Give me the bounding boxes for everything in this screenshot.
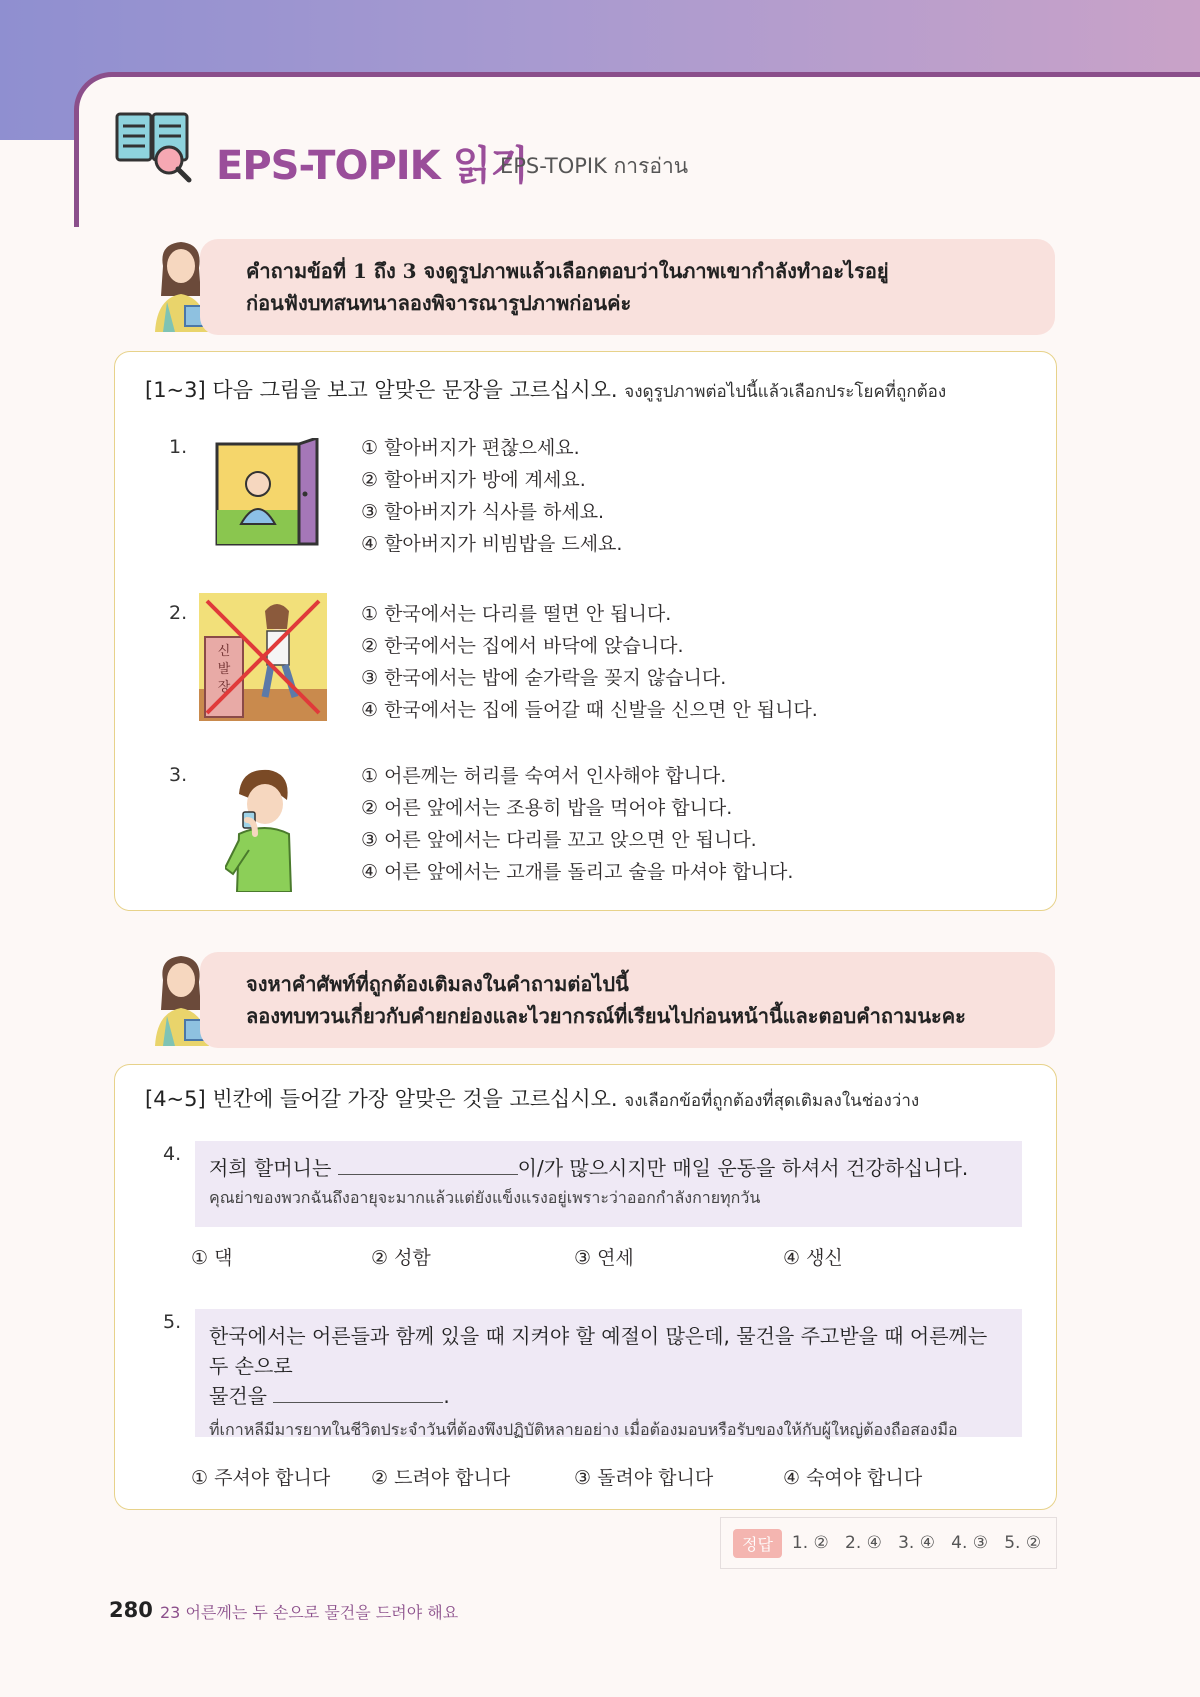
options-q3 [361, 760, 793, 888]
answer-key-label: 정답 [733, 1529, 782, 1558]
q4-after-blank: 이/가 많으시지만 매일 운동을 하셔서 건강하십니다. [517, 1156, 969, 1180]
q4-translation: คุณย่าของพวกฉันถึงอายุจะมากแล้วแต่ยังแข็งแรงอยู่เพราะว่าออกกำลังกายทุกวัน [209, 1188, 761, 1207]
no-shoes-inside-picture [199, 593, 327, 721]
sign-char-1: 신 [217, 644, 231, 659]
question-box-1-3 [114, 351, 1057, 911]
part-2-instruction [145, 1083, 919, 1114]
q4-choice-4[interactable]: ④ 생신 [783, 1247, 843, 1269]
option-q1-1[interactable]: ① 할아버지가 편찮으세요. [361, 437, 580, 459]
chapter-title: 23 어른께는 두 손으로 물건을 드려야 해요 [160, 1603, 459, 1622]
option-q3-2[interactable]: ② 어른 앞에서는 조용히 밥을 먹어야 합니다. [361, 797, 733, 819]
tip-2-line-2: ลองทบทวนเกี่ยวกับคำยกย่องและไวยากรณ์ที่เรียนไปก่อนหน้านี้และตอบคำถามนะคะ [246, 1004, 966, 1028]
part-1-instruction-th: จงดูรูปภาพต่อไปนี้แล้วเลือกประโยคที่ถูกต้อง [624, 382, 947, 402]
tip-bubble-2 [200, 952, 1055, 1048]
option-q1-3[interactable]: ③ 할아버지가 식사를 하세요. [361, 501, 605, 523]
part-2-instruction-th: จงเลือกข้อที่ถูกต้องที่สุดเติมลงในช่องว่าง [624, 1091, 920, 1111]
q4-sentence-box [195, 1141, 1022, 1227]
part-2-instruction-ko: [4~5] 빈칸에 들어갈 가장 알맞은 것을 고르십시오. [145, 1087, 618, 1111]
q5-sentence-box [195, 1309, 1022, 1437]
tip-1-line-2: ก่อนฟังบทสนทนาลองพิจารณารูปภาพก่อนค่ะ [246, 291, 632, 315]
question-number: 4. [163, 1143, 182, 1165]
question-number: 2. [169, 602, 188, 624]
q4-before-blank: 저희 할머니는 [209, 1156, 332, 1180]
section-subtitle: EPS-TOPIK การอ่าน [500, 154, 689, 178]
sign-char-3: 장 [217, 680, 231, 695]
option-q3-1[interactable]: ① 어른께는 허리를 숙여서 인사해야 합니다. [361, 765, 727, 787]
q4-choice-2[interactable]: ② 성함 [371, 1247, 431, 1269]
tip-1-line-1: คำถามข้อที่ 1 ถึง 3 จงดูรูปภาพแล้วเลือกตอบว่าในภาพเขากำลังทำอะไรอยู่ [246, 259, 889, 283]
q5-line-2 [209, 1381, 1008, 1411]
q5-choice-1[interactable]: ① 주셔야 합니다 [191, 1467, 331, 1489]
tip-bubble-1 [200, 239, 1055, 335]
q4-choice-1[interactable]: ① 댁 [191, 1247, 233, 1269]
options-q2 [361, 598, 818, 726]
q5-after-blank: . [443, 1384, 450, 1408]
option-q2-4[interactable]: ④ 한국에서는 집에 들어갈 때 신발을 신으면 안 됩니다. [361, 699, 818, 721]
q5-choice-4[interactable]: ④ 숙여야 합니다 [783, 1467, 923, 1489]
option-q2-2[interactable]: ② 한국에서는 집에서 바닥에 앉습니다. [361, 635, 684, 657]
option-q1-4[interactable]: ④ 할아버지가 비빔밥을 드세요. [361, 533, 623, 555]
q5-choice-3[interactable]: ③ 돌려야 합니다 [574, 1467, 714, 1489]
q4-sentence [209, 1153, 1008, 1183]
option-q1-2[interactable]: ② 할아버지가 방에 계세요. [361, 469, 586, 491]
answer-key [720, 1517, 1057, 1569]
q4-blank[interactable] [338, 1156, 518, 1175]
q5-choice-2[interactable]: ② 드려야 합니다 [371, 1467, 511, 1489]
question-number: 5. [163, 1311, 182, 1333]
sign-char-2: 발 [217, 662, 231, 677]
question-number: 1. [169, 436, 188, 458]
part-1-instruction-ko: [1~3] 다음 그림을 보고 알맞은 문장을 고르십시오. [145, 378, 618, 402]
page-number: 280 [109, 1598, 153, 1622]
tip-2-line-1: จงหาคำศัพท์ที่ถูกต้องเติมลงในคำถามต่อไปนี้ [246, 972, 629, 996]
boy-drinking-picture [225, 764, 305, 892]
option-q2-3[interactable]: ③ 한국에서는 밥에 숟가락을 꽂지 않습니다. [361, 667, 727, 689]
options-q1 [361, 432, 622, 560]
part-1-instruction [145, 374, 946, 405]
q5-line-1: 한국에서는 어른들과 함께 있을 때 지켜야 할 예절이 많은데, 물건을 주고받을 때 어른께는 두 손으로 [209, 1324, 988, 1378]
reading-book-icon [113, 108, 193, 184]
grandfather-in-room-picture [211, 438, 323, 550]
q5-before-blank: 물건을 [209, 1384, 267, 1408]
option-q3-4[interactable]: ④ 어른 앞에서는 고개를 돌리고 술을 마셔야 합니다. [361, 861, 794, 883]
question-box-4-5 [114, 1064, 1057, 1510]
question-number: 3. [169, 764, 188, 786]
q5-blank[interactable] [273, 1384, 443, 1403]
option-q2-1[interactable]: ① 한국에서는 다리를 떨면 안 됩니다. [361, 603, 672, 625]
q5-translation: ที่เกาหลีมีมารยาทในชีวิตประจำวันที่ต้องพึงปฏิบัติหลายอย่าง เมื่อต้องมอบหรือรับของให้กับผู้ใหญ่ต้องถือสองมือ [209, 1420, 958, 1439]
q4-choice-3[interactable]: ③ 연세 [574, 1247, 634, 1269]
answer-key-text: 1. ② 2. ④ 3. ④ 4. ③ 5. ② [791, 1533, 1042, 1553]
section-title: EPS-TOPIK 읽기 [216, 143, 528, 189]
option-q3-3[interactable]: ③ 어른 앞에서는 다리를 꼬고 앉으면 안 됩니다. [361, 829, 757, 851]
